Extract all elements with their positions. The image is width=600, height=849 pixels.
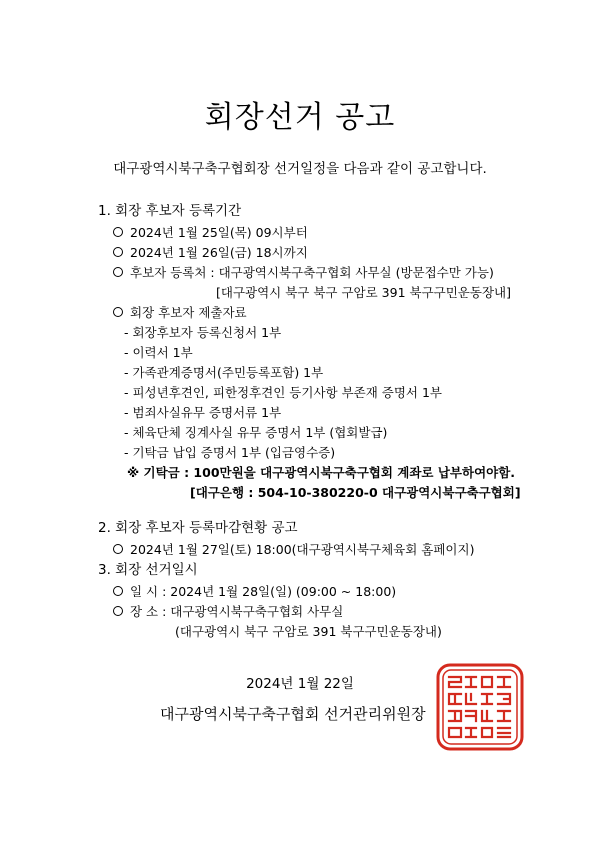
bank-account: [대구은행 : 504-10-380220-0 대구광역시북구축구협회] — [190, 485, 521, 500]
section3-place — [113, 604, 343, 620]
section1-address: [대구광역시 북구 북구 구암로 391 북구구민운동장내] — [216, 285, 511, 300]
section3-place-text: 장 소 : 대구광역시북구축구협회 사무실 — [130, 604, 344, 619]
doc-item: - 이력서 1부 — [124, 345, 193, 360]
doc-item: - 범죄사실유무 증명서류 1부 — [124, 405, 282, 420]
section1-place — [113, 265, 494, 281]
section1-place-text: 후보자 등록처 : 대구광역시북구축구협회 사무실 (방문접수만 가능) — [130, 265, 494, 280]
doc-item: - 기탁금 납입 증명서 1부 (입금영수증) — [124, 445, 336, 460]
doc-item: - 체육단체 징계사실 유무 증명서 1부 (협회발급) — [124, 425, 388, 440]
section1-end — [113, 245, 308, 261]
circle-bullet-icon — [113, 307, 123, 317]
doc-item: - 가족관계증명서(주민등록포함) 1부 — [124, 365, 324, 380]
section1-heading: 1. 회장 후보자 등록기간 — [98, 203, 242, 219]
intro-text: 대구광역시북구축구협회장 선거일정을 다음과 같이 공고합니다. — [113, 161, 487, 177]
section3-heading: 3. 회장 선거일시 — [98, 562, 198, 578]
deposit-note: ※ 기탁금 : 100만원을 대구광역시북구축구협회 계좌로 납부하여야함. — [127, 465, 516, 480]
circle-bullet-icon — [113, 544, 123, 554]
circle-bullet-icon — [113, 247, 123, 257]
section1-docs-heading — [113, 305, 247, 321]
section3-datetime — [113, 584, 396, 600]
section2-item-text: 2024년 1월 27일(토) 18:00(대구광역시북구체육회 홈페이지) — [130, 542, 475, 557]
circle-bullet-icon — [113, 227, 123, 237]
signature: 대구광역시북구축구협회 선거관리위원장 — [160, 705, 426, 723]
section2-heading: 2. 회장 후보자 등록마감현황 공고 — [98, 520, 298, 536]
section1-start-text: 2024년 1월 25일(목) 09시부터 — [130, 225, 308, 240]
doc-item: - 피성년후견인, 피한정후견인 등기사항 부존재 증명서 1부 — [124, 385, 443, 400]
docs-heading-text: 회장 후보자 제출자료 — [130, 305, 247, 320]
notice-date: 2024년 1월 22일 — [246, 676, 354, 692]
section3-address: (대구광역시 북구 구암로 391 북구구민운동장내) — [175, 624, 442, 639]
doc-item: - 회장후보자 등록신청서 1부 — [124, 325, 282, 340]
page-title: 회장선거 공고 — [204, 100, 396, 135]
section1-end-text: 2024년 1월 26일(금) 18시까지 — [130, 245, 308, 260]
circle-bullet-icon — [113, 267, 123, 277]
section1-start — [113, 225, 308, 241]
circle-bullet-icon — [113, 586, 123, 596]
section3-datetime-text: 일 시 : 2024년 1월 28일(일) (09:00 ~ 18:00) — [130, 584, 397, 599]
section2-item — [113, 542, 474, 558]
circle-bullet-icon — [113, 606, 123, 616]
official-seal-icon — [436, 663, 524, 751]
